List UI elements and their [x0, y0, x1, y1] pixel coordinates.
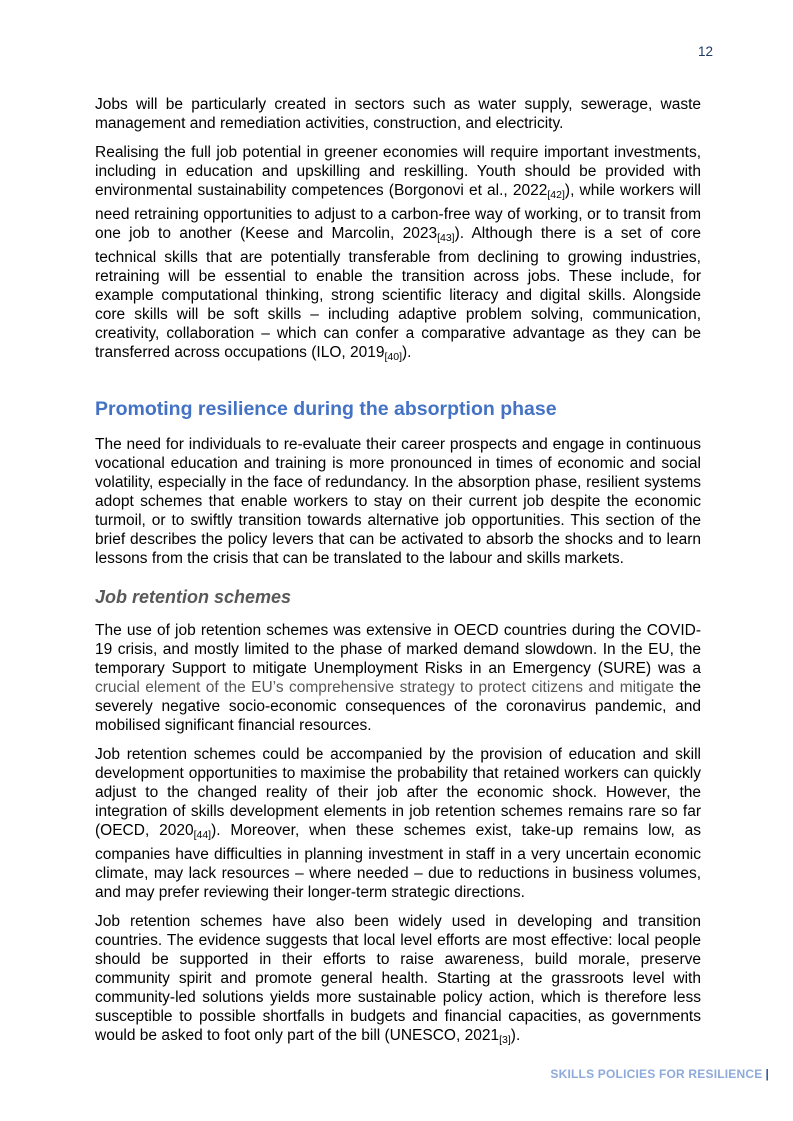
section-heading-absorption-phase: Promoting resilience during the absorption phase — [95, 398, 557, 420]
page-number: 12 — [697, 44, 713, 59]
body-paragraph-developing-countries: Job retention schemes have also been widely used in developing and transition countries. The evidence suggests that local level efforts are most effective: local people should be supported in their efforts to raise awareness, build morale, preserve community spirit and promote general health. Starting at the grassroots level with community-led solutions yields more sustainable policy action, which is therefore less susceptible to possible shortfalls in budgets and financial capacities, as governments would be asked to foot only part of the bill (UNESCO, 2021[3]). — [95, 913, 701, 1046]
footer-separator: | — [765, 1067, 769, 1081]
body-paragraph-accompany: Job retention schemes could be accompanied by the provision of education and skill development opportunities to maximise the probability that retained workers can quickly adjust to the changed reality of their job after the economic shock. However, the integration of skills development elements in job retention schemes remains rare so far (OECD, 2020[44]). Moreover, when these schemes exist, take-up remains low, as companies have difficulties in planning investment in staff in a very uncertain economic climate, may lack resources – where needed – due to reductions in business volumes, and may prefer reviewing their longer-term strategic directions. — [95, 746, 701, 901]
page-content — [95, 95, 701, 1060]
body-paragraph-green-jobs: Jobs will be particularly created in sectors such as water supply, sewerage, waste management and remediation activities, construction, and electricity. — [95, 96, 701, 132]
citation-marker: [44] — [193, 829, 212, 841]
citation-marker: [43] — [437, 232, 455, 244]
body-paragraph-absorption-intro: The need for individuals to re-evaluate their career prospects and engage in continuous vocational education and training is more pronounced in times of economic and social volatility, especially in the face of redundancy. In the absorption phase, resilient systems adopt schemes that enable workers to stay on their current job despite the economic turmoil, or to swiftly transition towards alternative job opportunities. This section of the brief describes the policy levers that can be activated to absorb the shocks and to learn lessons from the crisis that can be translated to the labour and skills markets. — [95, 436, 701, 567]
body-paragraph-green-skills: Realising the full job potential in greener economies will require important investments, including in education and upskilling and reskilling. Youth should be provided with environmental sustainability competences (Borgonovi et al., 2022[42]), while workers will need retraining opportunities to adjust to a carbon-free way of working, or to transit from one job to another (Keese and Marcolin, 2023[43]). Although there is a set of core technical skills that are potentially transferable from declining to growing industries, retraining will be essential to enable the transition across jobs. These include, for example computational thinking, strong scientific literacy and digital skills. Alongside core skills will be soft skills – including adaptive problem solving, communication, creativity, collaboration – which can confer a comparative advantage as they can be transferred across occupations (ILO, 2019[40]). — [95, 144, 702, 363]
gray-inline-text: crucial element of the EU’s comprehensive strategy to protect citizens and mitigate — [95, 679, 675, 696]
citation-marker: [42] — [547, 189, 565, 201]
footer — [550, 1067, 769, 1081]
subsection-heading-job-retention-schemes: Job retention schemes — [95, 587, 292, 607]
body-paragraph-sure: The use of job retention schemes was extensive in OECD countries during the COVID-19 crisis, and mostly limited to the phase of marked demand slowdown. In the EU, the temporary Support to mitigate Unemployment Risks in an Emergency (SURE) was a crucial element of the EU’s comprehensive strategy to protect citizens and mitigate the severely negative socio-economic consequences of the coronavirus pandemic, and mobilised significant financial resources. — [95, 622, 701, 734]
citation-marker: [40] — [384, 351, 402, 363]
footer-title: SKILLS POLICIES FOR RESILIENCE — [550, 1067, 763, 1081]
citation-marker: [3] — [499, 1034, 511, 1046]
